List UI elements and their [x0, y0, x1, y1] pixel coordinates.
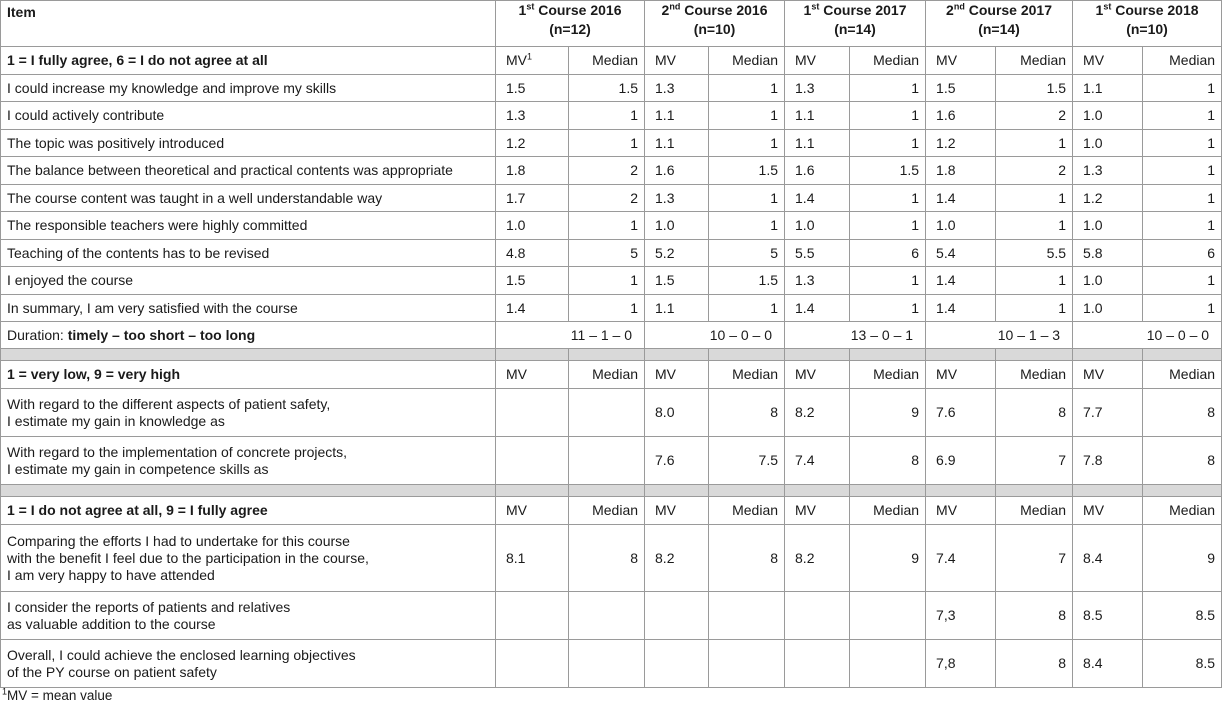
value-cell: 1.4 [785, 185, 850, 212]
value-cell: 8 [996, 640, 1073, 688]
value-cell: 1.0 [645, 212, 709, 240]
value-cell: 1.4 [926, 295, 996, 322]
value-cell: 1 [1143, 267, 1222, 295]
section1-subheader [1, 47, 1222, 75]
median-header: Median [1143, 361, 1222, 389]
duration-value: 10 – 1 – 3 [926, 322, 1073, 349]
table-row [1, 212, 1222, 240]
value-cell: 1.6 [926, 102, 996, 130]
table-row [1, 75, 1222, 102]
mv-header: MV [496, 497, 569, 525]
value-cell: 1.1 [645, 130, 709, 157]
value-cell: 1.5 [645, 267, 709, 295]
value-cell: 7 [996, 525, 1073, 592]
value-cell [569, 640, 645, 688]
value-cell: 1.7 [496, 185, 569, 212]
mv-header: MV [785, 47, 850, 75]
table-row [1, 102, 1222, 130]
value-cell: 7.8 [1073, 437, 1143, 485]
value-cell: 1.5 [569, 75, 645, 102]
value-cell: 1.1 [1073, 75, 1143, 102]
value-cell: 2 [996, 157, 1073, 185]
section2-subheader [1, 361, 1222, 389]
mv-header: MV [1073, 497, 1143, 525]
median-header: Median [709, 47, 785, 75]
value-cell: 1 [1143, 130, 1222, 157]
value-cell: 5.5 [996, 240, 1073, 267]
median-header: Median [569, 497, 645, 525]
value-cell: 8 [1143, 389, 1222, 437]
mv-header: MV [785, 361, 850, 389]
section-separator [1, 349, 1222, 361]
value-cell: 1 [569, 267, 645, 295]
value-cell: 1.2 [1073, 185, 1143, 212]
value-cell [645, 640, 709, 688]
value-cell: 1.1 [645, 102, 709, 130]
value-cell [785, 640, 850, 688]
median-header: Median [1143, 497, 1222, 525]
mv-header: $MV^1$ [496, 47, 569, 75]
value-cell [569, 389, 645, 437]
value-cell: 1.8 [496, 157, 569, 185]
item-cell: With regard to the implementation of concrete projects, I estimate my gain in competence skills as [1, 437, 496, 485]
value-cell: 1.0 [926, 212, 996, 240]
value-cell: 1 [569, 295, 645, 322]
value-cell: 1.0 [1073, 102, 1143, 130]
value-cell: 1 [709, 185, 785, 212]
value-cell: 1.0 [785, 212, 850, 240]
value-cell [850, 640, 926, 688]
value-cell: 8 [709, 389, 785, 437]
value-cell: 8.4 [1073, 525, 1143, 592]
value-cell [785, 592, 850, 640]
value-cell: 1 [569, 102, 645, 130]
value-cell: 5.2 [645, 240, 709, 267]
duration-item: Duration: timely – too short – too long [1, 322, 496, 349]
table-row [1, 267, 1222, 295]
median-header: Median [1143, 47, 1222, 75]
value-cell: 6.9 [926, 437, 996, 485]
value-cell: 7.4 [785, 437, 850, 485]
value-cell: 1.5 [926, 75, 996, 102]
median-header: Median [569, 47, 645, 75]
value-cell: 1 [996, 212, 1073, 240]
item-cell: The course content was taught in a well understandable way [1, 185, 496, 212]
median-header: Median [569, 361, 645, 389]
table-row [1, 437, 1222, 485]
value-cell: 1.2 [926, 130, 996, 157]
value-cell: 1.0 [1073, 267, 1143, 295]
value-cell: 8 [850, 437, 926, 485]
value-cell: 1.1 [785, 130, 850, 157]
value-cell: 5.8 [1073, 240, 1143, 267]
value-cell [709, 640, 785, 688]
value-cell: 7,3 [926, 592, 996, 640]
value-cell: 5.5 [785, 240, 850, 267]
table-row [1, 525, 1222, 592]
item-cell: I enjoyed the course [1, 267, 496, 295]
median-header: Median [996, 361, 1073, 389]
value-cell: 8.5 [1073, 592, 1143, 640]
value-cell: 8.5 [1143, 640, 1222, 688]
value-cell: 1 [1143, 102, 1222, 130]
value-cell: 1.4 [926, 267, 996, 295]
section3-rows [1, 525, 1222, 688]
value-cell: 1 [850, 267, 926, 295]
value-cell: 1.5 [709, 157, 785, 185]
item-cell: The topic was positively introduced [1, 130, 496, 157]
value-cell: 1 [996, 267, 1073, 295]
value-cell: 2 [569, 185, 645, 212]
item-cell: I consider the reports of patients and relatives as valuable addition to the course [1, 592, 496, 640]
value-cell: 1.6 [645, 157, 709, 185]
value-cell: 7.6 [645, 437, 709, 485]
value-cell: 1 [569, 212, 645, 240]
duration-value: 10 – 0 – 0 [645, 322, 785, 349]
item-cell: Teaching of the contents has to be revised [1, 240, 496, 267]
value-cell: 9 [850, 525, 926, 592]
value-cell: 8.0 [645, 389, 709, 437]
section3-scale: 1 = I do not agree at all, 9 = I fully agree [1, 497, 496, 525]
value-cell: 7.5 [709, 437, 785, 485]
median-header: Median [709, 497, 785, 525]
value-cell [496, 437, 569, 485]
value-cell [496, 592, 569, 640]
mv-header: MV [926, 497, 996, 525]
value-cell: 1 [709, 130, 785, 157]
duration-value: 11 – 1 – 0 [496, 322, 645, 349]
value-cell: 1.1 [785, 102, 850, 130]
value-cell: 7 [996, 437, 1073, 485]
table-row [1, 185, 1222, 212]
value-cell: 4.8 [496, 240, 569, 267]
median-header: Median [850, 47, 926, 75]
value-cell: 8 [709, 525, 785, 592]
value-cell: 1 [709, 295, 785, 322]
mv-header: MV [926, 47, 996, 75]
value-cell: 1 [850, 75, 926, 102]
value-cell: 1.5 [850, 157, 926, 185]
value-cell: 1 [709, 102, 785, 130]
course-header-3: 1st Course 2017 (n=14) [785, 1, 926, 47]
value-cell: 1.6 [785, 157, 850, 185]
table-row [1, 157, 1222, 185]
value-cell: 8.1 [496, 525, 569, 592]
value-cell: 1.5 [996, 75, 1073, 102]
table-row [1, 640, 1222, 688]
item-cell: I could increase my knowledge and improve my skills [1, 75, 496, 102]
mv-header: MV [1073, 361, 1143, 389]
value-cell: 2 [996, 102, 1073, 130]
section1-rows [1, 75, 1222, 295]
value-cell: 1.3 [785, 267, 850, 295]
value-cell: 1.5 [709, 267, 785, 295]
section2-scale: 1 = very low, 9 = very high [1, 361, 496, 389]
value-cell: 1.3 [496, 102, 569, 130]
course-header-1: 1st Course 2016 (n=12) [496, 1, 645, 47]
value-cell: 1.4 [926, 185, 996, 212]
value-cell: 1.4 [496, 295, 569, 322]
value-cell: 1.0 [1073, 295, 1143, 322]
footnote: $^1$MV = mean value [2, 686, 113, 703]
median-header: Median [709, 361, 785, 389]
table-row [1, 592, 1222, 640]
summary-item: In summary, I am very satisfied with the course [1, 295, 496, 322]
value-cell: 5 [709, 240, 785, 267]
value-cell [850, 592, 926, 640]
mv-header: MV [645, 47, 709, 75]
value-cell [569, 592, 645, 640]
value-cell: 8.4 [1073, 640, 1143, 688]
section1-scale: 1 = I fully agree, 6 = I do not agree at all [1, 47, 496, 75]
value-cell: 1.3 [645, 75, 709, 102]
value-cell: 1 [996, 295, 1073, 322]
value-cell: 7.6 [926, 389, 996, 437]
value-cell: 1 [850, 130, 926, 157]
mv-header: MV [645, 497, 709, 525]
value-cell: 8 [1143, 437, 1222, 485]
value-cell: 1.3 [645, 185, 709, 212]
item-cell: The balance between theoretical and practical contents was appropriate [1, 157, 496, 185]
value-cell: 1.0 [1073, 212, 1143, 240]
item-cell: With regard to the different aspects of patient safety, I estimate my gain in knowledge as [1, 389, 496, 437]
value-cell [709, 592, 785, 640]
value-cell: 1.3 [1073, 157, 1143, 185]
duration-row [1, 322, 1222, 349]
value-cell [569, 437, 645, 485]
value-cell: 9 [1143, 525, 1222, 592]
value-cell [645, 592, 709, 640]
value-cell: 1 [1143, 185, 1222, 212]
mv-header: MV [496, 361, 569, 389]
value-cell [496, 389, 569, 437]
value-cell: 7.4 [926, 525, 996, 592]
table-row [1, 389, 1222, 437]
value-cell: 1.0 [1073, 130, 1143, 157]
mv-header: MV [1073, 47, 1143, 75]
value-cell: 8 [996, 592, 1073, 640]
value-cell: 1 [569, 130, 645, 157]
median-header: Median [850, 497, 926, 525]
value-cell: 1 [709, 75, 785, 102]
table-row [1, 240, 1222, 267]
median-header: Median [996, 47, 1073, 75]
value-cell: 1 [850, 212, 926, 240]
header-row [1, 1, 1222, 47]
value-cell: 1 [996, 130, 1073, 157]
value-cell: 7.7 [1073, 389, 1143, 437]
value-cell: 1 [850, 295, 926, 322]
value-cell: 8 [569, 525, 645, 592]
item-cell: I could actively contribute [1, 102, 496, 130]
value-cell: 1.5 [496, 75, 569, 102]
course-header-5: 1st Course 2018 (n=10) [1073, 1, 1222, 47]
mv-header: MV [926, 361, 996, 389]
value-cell: 1 [709, 212, 785, 240]
value-cell: 6 [1143, 240, 1222, 267]
duration-value: 13 – 0 – 1 [785, 322, 926, 349]
section2-rows [1, 389, 1222, 485]
section3-subheader [1, 497, 1222, 525]
value-cell: 1.2 [496, 130, 569, 157]
value-cell: 1 [1143, 157, 1222, 185]
value-cell: 1.8 [926, 157, 996, 185]
value-cell [496, 640, 569, 688]
value-cell: 7,8 [926, 640, 996, 688]
value-cell: 9 [850, 389, 926, 437]
median-header: Median [996, 497, 1073, 525]
item-cell: Comparing the efforts I had to undertake for this course with the benefit I feel due to the participation in the course, I am very happy to have attended [1, 525, 496, 592]
value-cell: 8.5 [1143, 592, 1222, 640]
value-cell: 1.0 [496, 212, 569, 240]
table-row [1, 130, 1222, 157]
value-cell: 8 [996, 389, 1073, 437]
value-cell: 1 [1143, 295, 1222, 322]
mv-header: MV [785, 497, 850, 525]
value-cell: 5 [569, 240, 645, 267]
value-cell: 1 [1143, 75, 1222, 102]
value-cell: 1.3 [785, 75, 850, 102]
duration-value: 10 – 0 – 0 [1073, 322, 1222, 349]
value-cell: 1.1 [645, 295, 709, 322]
item-cell: The responsible teachers were highly committed [1, 212, 496, 240]
value-cell: 8.2 [785, 525, 850, 592]
value-cell: 1.5 [496, 267, 569, 295]
item-column-header: Item [1, 1, 496, 47]
mv-header: MV [645, 361, 709, 389]
median-header: Median [850, 361, 926, 389]
value-cell: 2 [569, 157, 645, 185]
item-cell: Overall, I could achieve the enclosed learning objectives of the PY course on patient safety [1, 640, 496, 688]
value-cell: 1 [1143, 212, 1222, 240]
course-header-4: 2nd Course 2017 (n=14) [926, 1, 1073, 47]
value-cell: 8.2 [645, 525, 709, 592]
value-cell: 6 [850, 240, 926, 267]
value-cell: 1.4 [785, 295, 850, 322]
value-cell: 1 [850, 185, 926, 212]
value-cell: 1 [996, 185, 1073, 212]
value-cell: 1 [850, 102, 926, 130]
value-cell: 5.4 [926, 240, 996, 267]
summary-row [1, 295, 1222, 322]
course-header-2: 2nd Course 2016 (n=10) [645, 1, 785, 47]
section-separator [1, 485, 1222, 497]
value-cell: 8.2 [785, 389, 850, 437]
